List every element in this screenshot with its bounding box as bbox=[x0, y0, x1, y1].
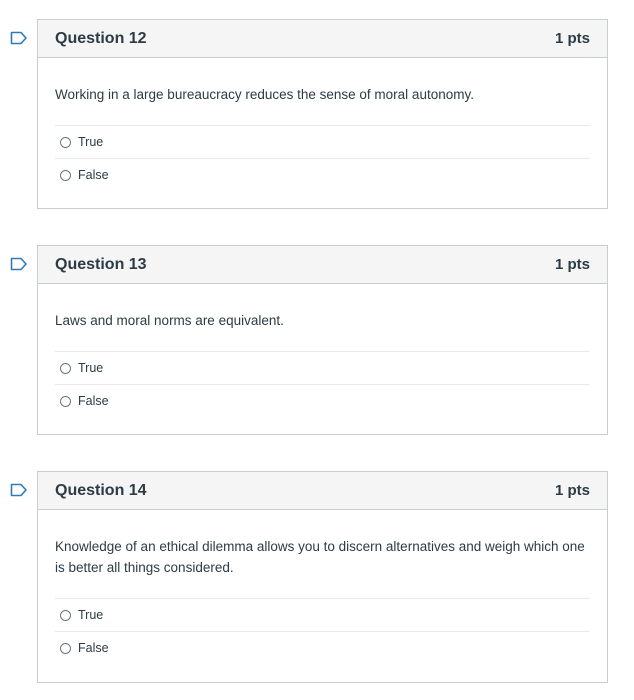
question-text: Laws and moral norms are equivalent. bbox=[55, 313, 284, 328]
question-header bbox=[38, 472, 607, 510]
question-body bbox=[38, 58, 607, 191]
question-points: 1 pts bbox=[554, 256, 590, 273]
answer-option-false[interactable] bbox=[55, 158, 590, 191]
question-body bbox=[38, 510, 607, 664]
question-card bbox=[37, 19, 608, 209]
radio-button[interactable] bbox=[60, 643, 71, 654]
answer-label: True bbox=[78, 135, 104, 149]
answer-list bbox=[55, 125, 590, 191]
answer-label: True bbox=[78, 608, 104, 622]
radio-button[interactable] bbox=[60, 396, 71, 407]
answer-label: False bbox=[78, 168, 109, 182]
answer-label: True bbox=[78, 361, 104, 375]
answer-option-true[interactable] bbox=[55, 351, 590, 384]
answer-list bbox=[55, 351, 590, 417]
question-card bbox=[37, 471, 608, 683]
question-points: 1 pts bbox=[554, 482, 590, 499]
flag-question-icon[interactable] bbox=[10, 483, 28, 497]
question-title: Question 13 bbox=[55, 255, 147, 273]
question-title: Question 12 bbox=[55, 29, 147, 47]
answer-option-true[interactable] bbox=[55, 598, 590, 631]
answer-option-false[interactable] bbox=[55, 384, 590, 417]
answer-option-true[interactable] bbox=[55, 125, 590, 158]
radio-button[interactable] bbox=[60, 137, 71, 148]
flag-question-icon[interactable] bbox=[10, 257, 28, 271]
question-body bbox=[38, 284, 607, 417]
radio-button[interactable] bbox=[60, 363, 71, 374]
answer-label: False bbox=[78, 394, 109, 408]
question-header bbox=[38, 246, 607, 284]
radio-button[interactable] bbox=[60, 610, 71, 621]
answer-label: False bbox=[78, 641, 109, 655]
question-card bbox=[37, 245, 608, 435]
question-text: Working in a large bureaucracy reduces the sense of moral autonomy. bbox=[55, 87, 474, 102]
question-points: 1 pts bbox=[554, 30, 590, 47]
radio-button[interactable] bbox=[60, 170, 71, 181]
question-title: Question 14 bbox=[55, 481, 147, 499]
answer-list bbox=[55, 598, 590, 664]
answer-option-false[interactable] bbox=[55, 631, 590, 664]
flag-question-icon[interactable] bbox=[10, 31, 28, 45]
question-header bbox=[38, 20, 607, 58]
question-text: Knowledge of an ethical dilemma allows you to discern alternatives and weigh which one is better all things considered. bbox=[55, 539, 585, 575]
